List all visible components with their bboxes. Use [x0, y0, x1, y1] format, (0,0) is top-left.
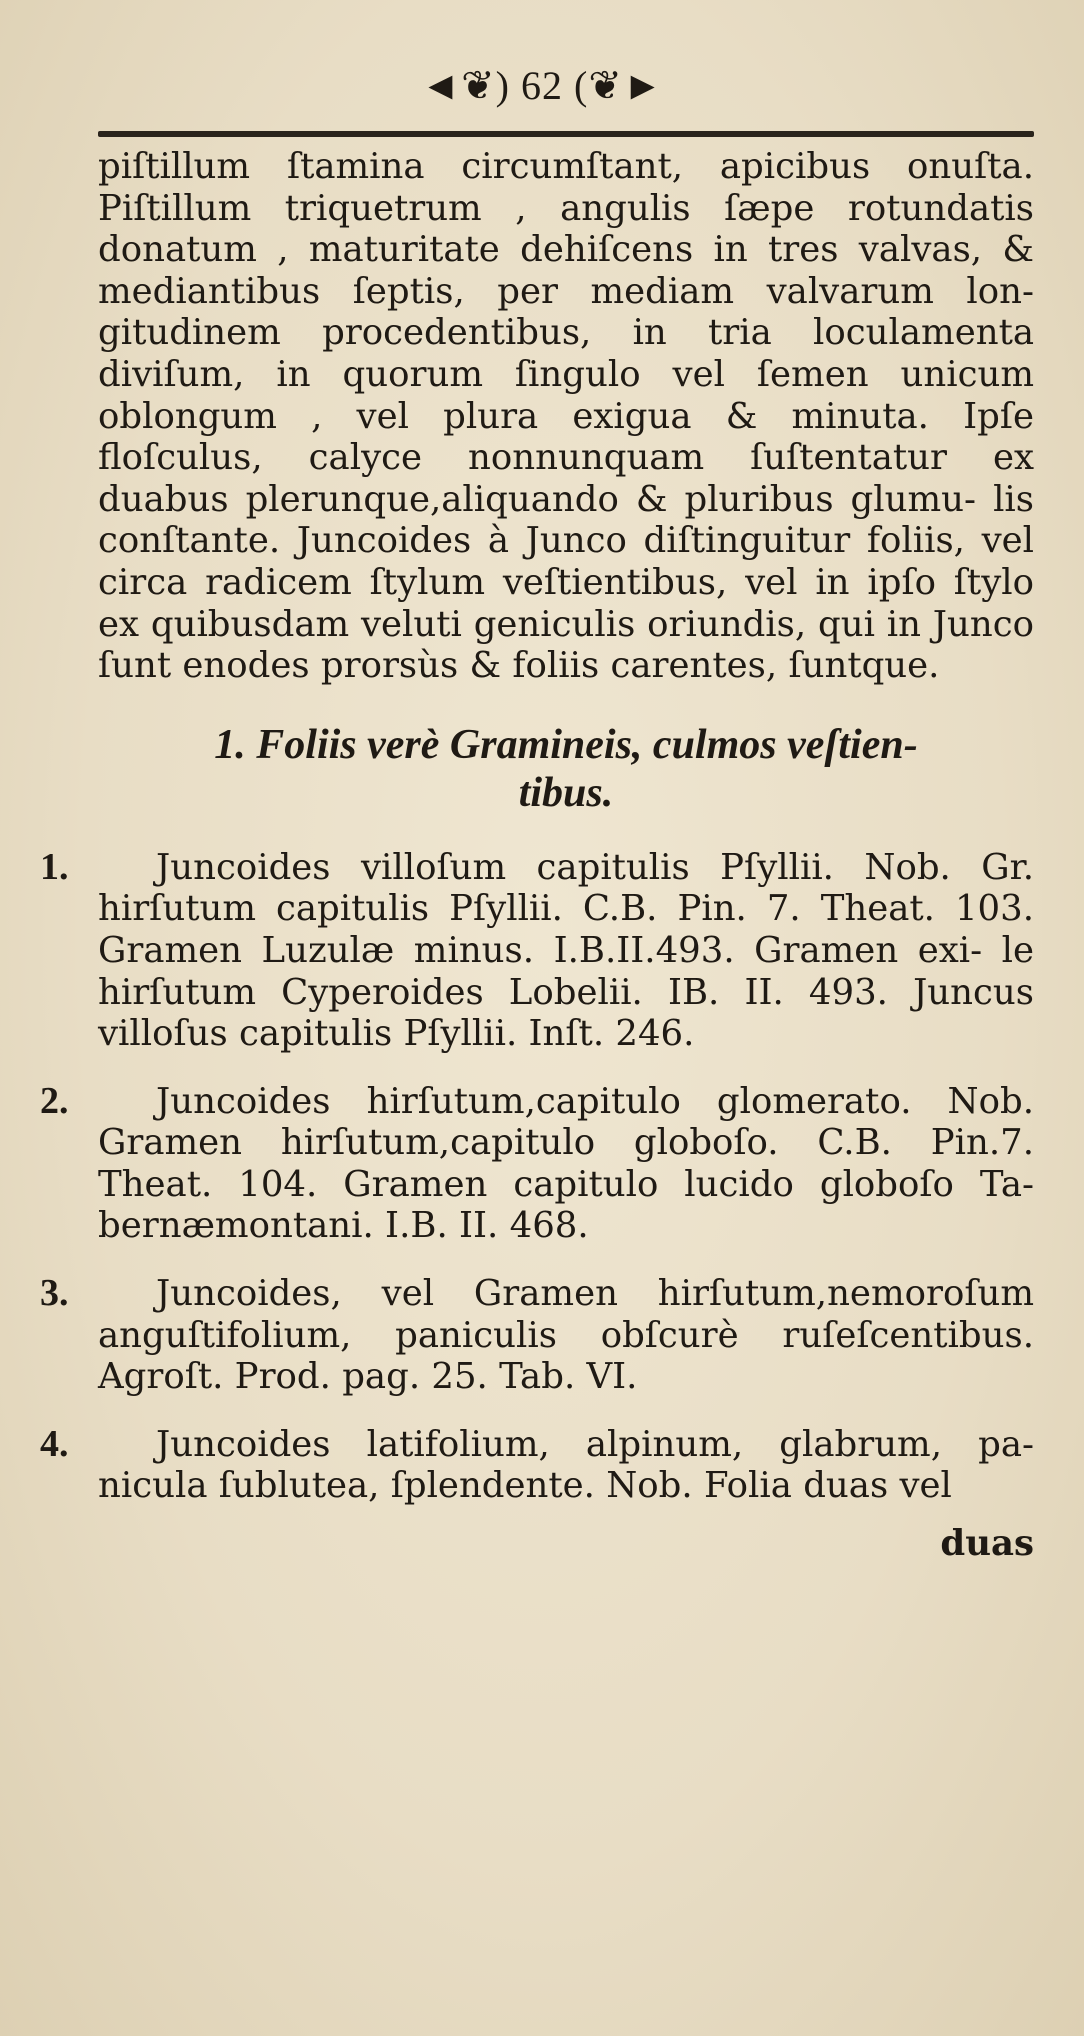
entry-4: [40, 1422, 1034, 1507]
entry-line: hirſutum capitulis Pſyllii. C.B. Pin. 7. Theat. 103.: [98, 888, 1034, 930]
intro-paragraph: [98, 146, 1034, 687]
intro-line: donatum , maturitate dehiſcens in tres valvas,: [98, 229, 983, 271]
entry-text: [98, 1424, 1034, 1507]
entry-3: [40, 1272, 1034, 1398]
section-number: 1.: [214, 721, 246, 768]
entry-text: [98, 1081, 1034, 1247]
entry-line: anguſtifolium, paniculis obſcurè ruſeſcentibus.: [98, 1314, 1034, 1356]
entry-line: Agroſt. Prod. pag. 25. Tab. VI.: [98, 1356, 638, 1398]
header-ornament-left: ◄❦): [420, 63, 510, 108]
intro-line: diviſum, in quorum ſingulo vel ſemen unicum: [98, 353, 1034, 395]
running-header: [0, 62, 1084, 109]
page-number: 62: [521, 63, 563, 108]
intro-line: floſculus, calyce nonnunquam ſuſtentatur ex: [98, 437, 1034, 479]
section-heading: [98, 721, 1034, 817]
intro-line: & mediantibus ſeptis, per mediam valvarum lon-: [98, 229, 1034, 312]
intro-line: foliis carentes, ſuntque.: [512, 645, 940, 687]
entry-line: Theat. 104. Gramen capitulo lucido globoſo Ta-: [98, 1163, 1034, 1205]
intro-line: lis conſtante. Juncoides à Junco diſtinguitur: [98, 478, 1034, 562]
entry-line: Gramen hirſutum,capitulo globoſo. C.B. Pin.7.: [98, 1122, 1034, 1164]
entry-line: Gramen Luzulæ minus. I.B.II.493. Gramen exi-: [98, 929, 983, 971]
entry-line: Juncus villoſus capitulis Pſyllii. Inſt. 246.: [98, 971, 1034, 1055]
entry-1: [40, 845, 1034, 1055]
intro-line: oriundis, qui in Junco ſunt enodes prorsùs &: [98, 603, 1034, 687]
entry-number: 2.: [40, 1079, 69, 1122]
entry-number: 4.: [40, 1422, 69, 1465]
entry-line: bernæmontani. I.B. II. 468.: [98, 1205, 589, 1247]
header-ornament-right: (❦►: [574, 63, 664, 108]
entry-number: 3.: [40, 1272, 69, 1315]
entry-2: [40, 1079, 1034, 1247]
entry-text: [98, 1273, 1034, 1398]
intro-line: in ipſo ſtylo ex quibusdam veluti geniculis: [98, 561, 1034, 645]
entry-line: Juncoides latifolium, alpinum, glabrum, pa-: [156, 1423, 1034, 1465]
intro-line: foliis, vel circa radicem ſtylum veſtientibus, vel: [98, 520, 1034, 603]
intro-line: oblongum , vel plura exigua & minuta. Ipſe: [98, 395, 1034, 437]
section-heading-line: tibus.: [518, 769, 614, 816]
intro-line: Piſtillum triquetrum , angulis ſæpe rotundatis: [98, 187, 1034, 229]
catchword: duas: [940, 1523, 1034, 1565]
intro-line: duabus plerunque,aliquando & pluribus glumu-: [98, 478, 977, 520]
entry-text: [98, 847, 1034, 1055]
entry-line: Juncoides hirſutum,capitulo glomerato. Nob.: [156, 1080, 1034, 1122]
entry-number: 1.: [40, 845, 69, 888]
entry-line: Juncoides, vel Gramen hirſutum,nemoroſum: [156, 1273, 1034, 1315]
intro-line: piſtillum ſtamina circumſtant, apicibus onuſta.: [98, 146, 1034, 187]
entry-line: nicula ſublutea, ſplendente. Nob. Folia duas vel: [98, 1465, 952, 1507]
section-heading-line: Foliis verè Gramineis, culmos veſtien-: [256, 721, 918, 768]
body-text: [40, 146, 1034, 1565]
intro-line: gitudinem procedentibus, in tria loculamenta: [98, 312, 1034, 354]
entry-line: Juncoides villoſum capitulis Pſyllii. Nob. Gr.: [156, 846, 1034, 888]
entry-line: le hirſutum Cyperoides Lobelii. IB. II. 493.: [98, 929, 1034, 1013]
header-rule: [98, 131, 1034, 137]
